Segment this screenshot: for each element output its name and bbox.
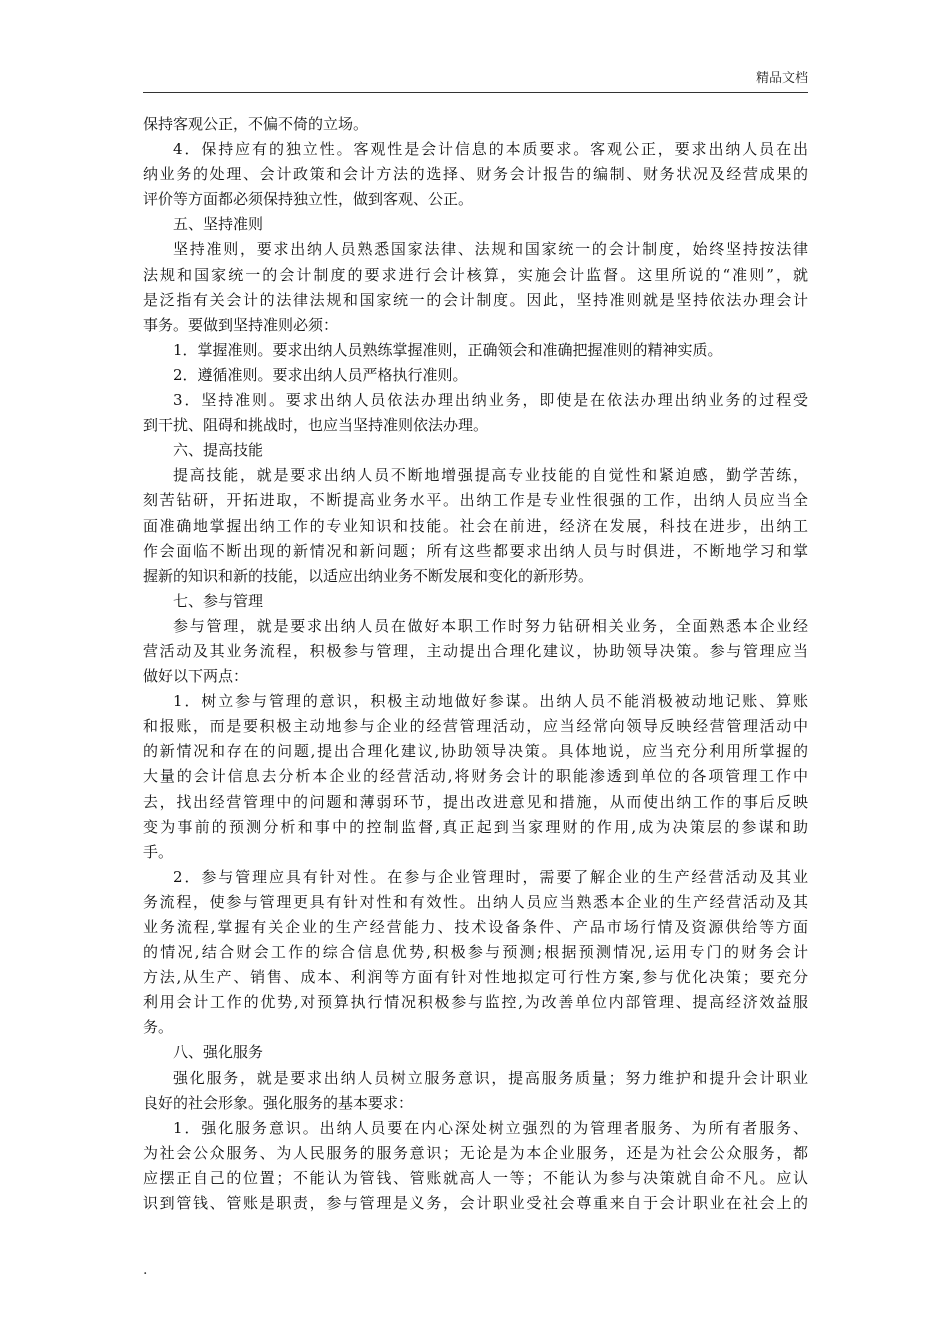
text-line: 的情况,结合财会工作的综合信息优势,积极参与预测;根据预测情况,运用专门的财务会计: [143, 943, 808, 962]
text-line: 和报账，而是要积极主动地参与企业的经营管理活动，应当经常向领导反映经营管理活动中: [143, 717, 808, 736]
text-line: 去，找出经营管理中的问题和薄弱环节，提出改进意见和措施，从而使出纳工作的事后反映: [143, 792, 808, 811]
text-line: 强化服务，就是要求出纳人员树立服务意识，提高服务质量；努力维护和提升会计职业: [173, 1068, 808, 1087]
text-line: 3．坚持准则。要求出纳人员依法办理出纳业务，即使是在依法办理出纳业务的过程受: [173, 391, 808, 410]
text-line: 做好以下两点：: [143, 667, 249, 686]
text-line: 六、提高技能: [173, 441, 264, 460]
text-line: 1．掌握准则。要求出纳人员熟练掌握准则，正确领会和准确把握准则的精神实质。: [173, 340, 723, 359]
text-line: 4．保持应有的独立性。客观性是会计信息的本质要求。客观公正，要求出纳人员在出: [173, 140, 808, 159]
text-line: 大量的会计信息去分析本企业的经营活动,将财务会计的职能渗透到单位的各项管理工作中: [143, 767, 808, 786]
text-line: 识到管钱、管账是职责，参与管理是义务，会计职业受社会尊重来自于会计职业在社会上的: [143, 1194, 808, 1213]
text-line: 刻苦钻研，开拓进取，不断提高业务水平。出纳工作是专业性很强的工作，出纳人员应当全: [143, 491, 808, 510]
text-line: 纳业务的处理、会计政策和会计方法的选择、财务会计报告的编制、财务状况及经营成果的: [143, 165, 808, 184]
text-line: 务流程，使参与管理更具有针对性和有效性。出纳人员应当熟悉本企业的生产经营活动及其: [143, 892, 808, 911]
text-line: 务。: [143, 1018, 174, 1037]
text-line: 方法,从生产、销售、成本、利润等方面有针对性地拟定可行性方案,参与优化决策；要充分: [143, 968, 808, 987]
text-line: 良好的社会形象。强化服务的基本要求：: [143, 1093, 414, 1112]
document-body: [143, 112, 808, 1216]
text-line: 1．强化服务意识。出纳人员要在内心深处树立强烈的为管理者服务、为所有者服务、: [173, 1118, 808, 1137]
text-line: 坚持准则，要求出纳人员熟悉国家法律、法规和国家统一的会计制度，始终坚持按法律: [173, 240, 808, 259]
text-line: 的新情况和存在的问题,提出合理化建议,协助领导决策。具体地说，应当充分利用所掌握的: [143, 742, 808, 761]
page-header: [143, 62, 808, 93]
header-label: 精品文档: [755, 71, 808, 86]
text-line: 五、坚持准则: [173, 215, 264, 234]
text-line: 保持客观公正，不偏不倚的立场。: [143, 115, 369, 133]
text-line: 2．遵循准则。要求出纳人员严格执行准则。: [173, 365, 468, 384]
text-line: 业务流程,掌握有关企业的生产经营能力、技术设备条件、产品市场行情及资源供给等方面: [143, 918, 808, 936]
text-line: 变为事前的预测分析和事中的控制监督,真正起到当家理财的作用,成为决策层的参谋和助: [143, 817, 808, 836]
text-line: 1．树立参与管理的意识，积极主动地做好参谋。出纳人员不能消极被动地记账、算账: [173, 692, 808, 711]
text-line: 参与管理，就是要求出纳人员在做好本职工作时努力钻研相关业务，全面熟悉本企业经: [173, 616, 808, 635]
text-line: 事务。要做到坚持准则必须：: [143, 315, 339, 334]
text-line: 七、参与管理: [173, 591, 264, 610]
text-line: 法规和国家统一的会计制度的要求进行会计核算，实施会计监督。这里所说的“准则”，就: [143, 265, 808, 284]
text-line: 作会面临不断出现的新情况和新问题；所有这些都要求出纳人员与时俱进，不断地学习和掌: [143, 541, 808, 560]
text-line: 应摆正自己的位置；不能认为管钱、管账就高人一等；不能认为参与决策就自命不凡。应认: [143, 1168, 808, 1187]
footer-mark: .: [143, 1262, 148, 1278]
text-line: 是泛指有关会计的法律法规和国家统一的会计制度。因此，坚持准则就是坚持依法办理会计: [143, 290, 808, 309]
text-line: 握新的知识和新的技能，以适应出纳业务不断发展和变化的新形势。: [143, 566, 594, 585]
text-line: 面准确地掌握出纳工作的专业知识和技能。社会在前进，经济在发展，科技在进步，出纳工: [143, 516, 808, 535]
text-line: 到干扰、阻碍和挑战时，也应当坚持准则依法办理。: [143, 416, 489, 435]
text-line: 提高技能，就是要求出纳人员不断地增强提高专业技能的自觉性和紧迫感，勤学苦练，: [173, 466, 808, 485]
text-line: 为社会公众服务、为人民服务的服务意识；无论是为本企业服务，还是为社会公众服务，都: [143, 1143, 808, 1162]
text-line: 手。: [143, 842, 174, 861]
text-line: 营活动及其业务流程，积极参与管理，主动提出合理化建议，协助领导决策。参与管理应当: [143, 641, 808, 660]
text-line: 利用会计工作的优势,对预算执行情况积极参与监控,为改善单位内部管理、提高经济效益服: [143, 993, 808, 1012]
text-line: 2．参与管理应具有针对性。在参与企业管理时，需要了解企业的生产经营活动及其业: [173, 867, 808, 886]
text-line: 八、强化服务: [173, 1043, 264, 1062]
text-line: 评价等方面都必须保持独立性，做到客观、公正。: [143, 190, 474, 209]
